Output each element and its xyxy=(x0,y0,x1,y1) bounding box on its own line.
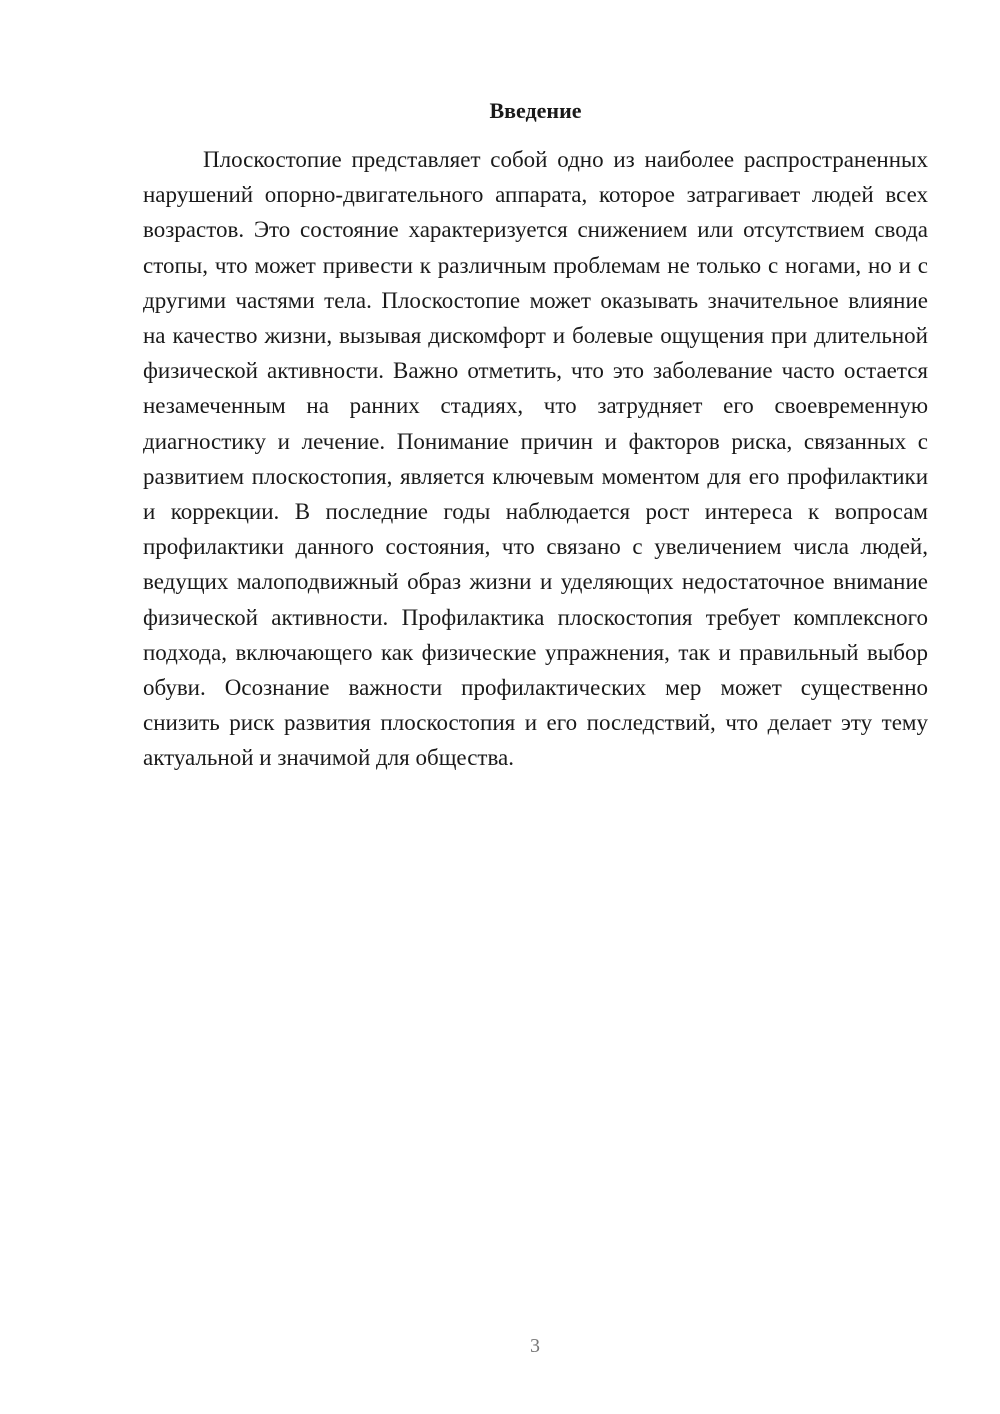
section-heading: Введение xyxy=(489,98,582,123)
page-number: 3 xyxy=(530,1335,540,1357)
body-paragraph: Плоскостопие представляет собой одно из наиболее распространенных нарушений опорно-двигательного аппарата, которое затрагивает людей всех возрастов. Это состояние характеризуется снижением или отсутствием свода стопы, что может привести к различным проблемам не только с ногами, но и с другими частями тела. Плоскостопие может оказывать значительное влияние на качество жизни, вызывая дискомфорт и болевые ощущения при длительной физической активности. Важно отметить, что это заболевание часто остается незамеченным на ранних стадиях, что затрудняет его своевременную диагностику и лечение. Понимание причин и факторов риска, связанных с развитием плоскостопия, является ключевым моментом для его профилактики и коррекции. В последние годы наблюдается рост интереса к вопросам профилактики данного состояния, что связано с увеличением числа людей, ведущих малоподвижный образ жизни и уделяющих недостаточное внимание физической активности. Профилактика плоскостопия требует комплексного подхода, включающего как физические упражнения, так и правильный выбор обуви. Осознание важности профилактических мер может существенно снизить риск развития плоскостопия и его последствий, что делает эту тему актуальной и значимой для общества. xyxy=(143,147,928,771)
